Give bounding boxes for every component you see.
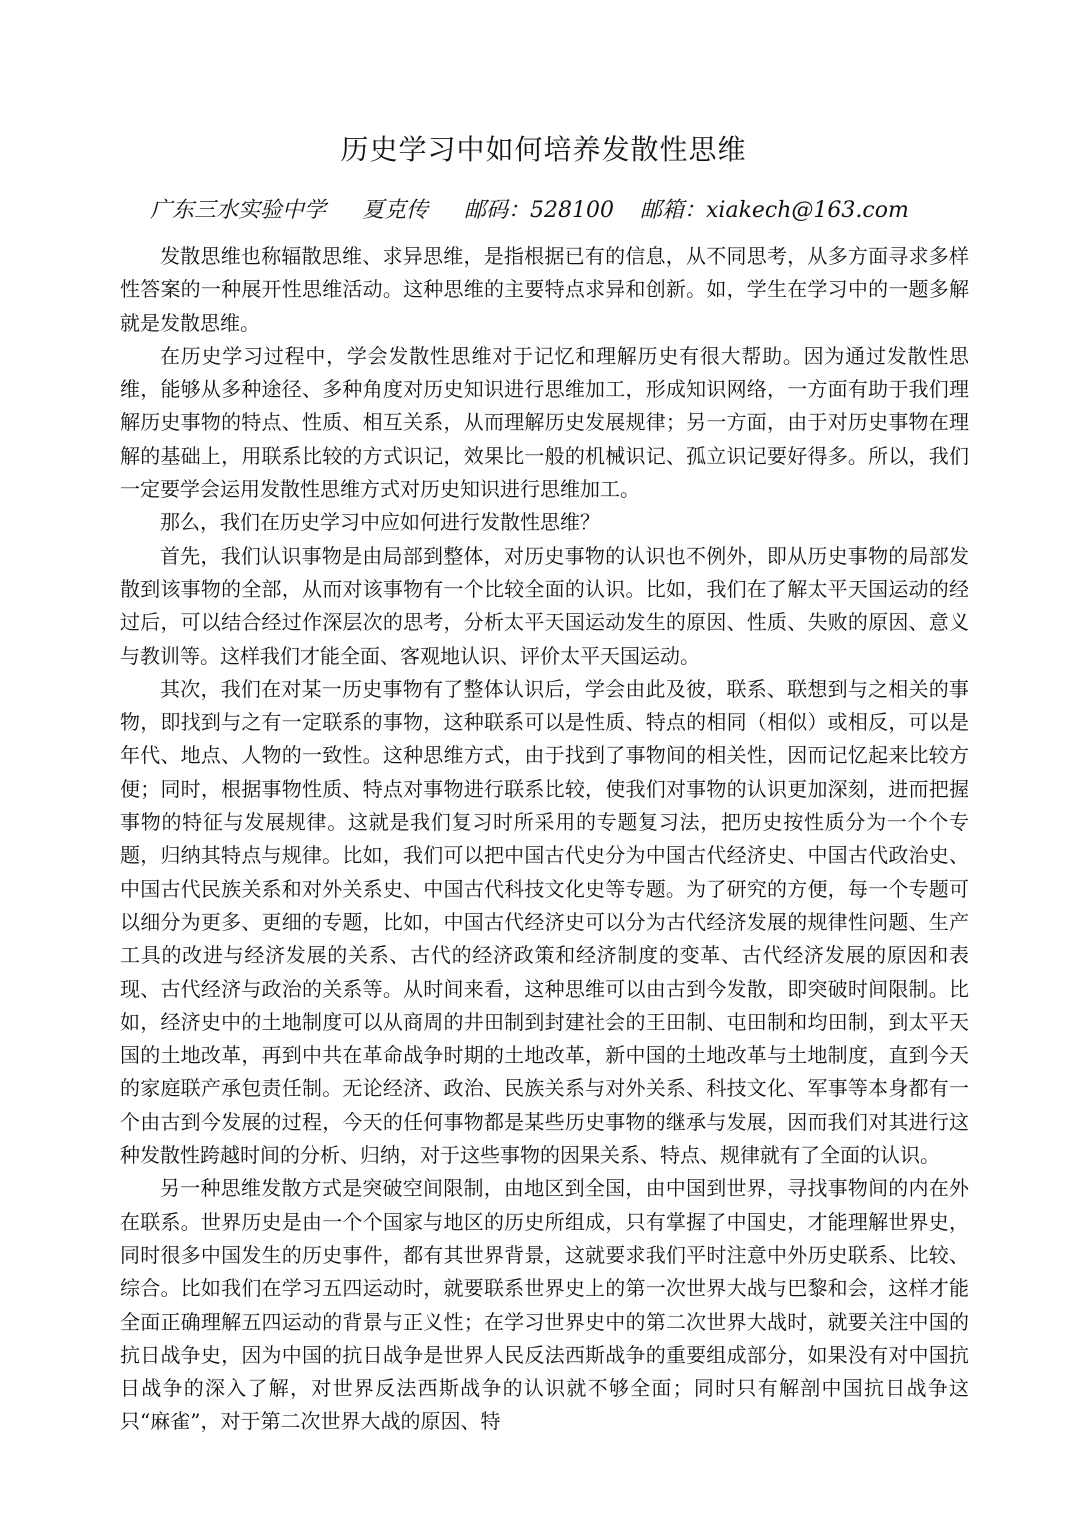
- author-name: 夏克传: [362, 198, 429, 223]
- author-postcode: 邮码：528100: [464, 198, 615, 223]
- byline: [150, 196, 1050, 226]
- author-school: 广东三水实验中学: [150, 198, 327, 223]
- paragraph: 首先，我们认识事物是由局部到整体，对历史事物的认识也不例外，即从历史事物的局部发散到该事物的全部，从而对该事物有一个比较全面的认识。比如，我们在了解太平天国运动的经过后，可以结合经过作深层次的思考，分析太平天国运动发生的原因、性质、失败的原因、意义与教训等。这样我们才能全面、客观地认识、评价太平天国运动。: [120, 543, 969, 668]
- paragraph: 发散思维也称辐散思维、求异思维，是指根据已有的信息，从不同思考，从多方面寻求多样性答案的一种展开性思维活动。这种思维的主要特点求异和创新。如，学生在学习中的一题多解就是发散思维。: [120, 244, 969, 335]
- document-body: [120, 240, 969, 1439]
- paragraph: 在历史学习过程中，学会发散性思维对于记忆和理解历史有很大帮助。因为通过发散性思维，能够从多种途径、多种角度对历史知识进行思维加工，形成知识网络，一方面有助于我们理解历史事物的特点、性质、相互关系，从而理解历史发展规律；另一方面，由于对历史事物在理解的基础上，用联系比较的方式识记，效果比一般的机械识记、孤立识记要好得多。所以，我们一定要学会运用发散性思维方式对历史知识进行思维加工。: [120, 343, 969, 502]
- author-email: 邮箱：xiakech@163.com: [640, 198, 909, 223]
- paragraph: 另一种思维发散方式是突破空间限制，由地区到全国，由中国到世界，寻找事物间的内在外在联系。世界历史是由一个个国家与地区的历史所组成，只有掌握了中国史，才能理解世界史，同时很多中国发生的历史事件，都有其世界背景，这就要求我们平时注意中外历史联系、比较、综合。比如我们在学习五四运动时，就要联系世界史上的第一次世界大战与巴黎和会，这样才能全面正确理解五四运动的背景与正义性；在学习世界史中的第二次世界大战时，就要关注中国的抗日战争史，因为中国的抗日战争是世界人民反法西斯战争的重要组成部分，如果没有对中国抗日战争的深入了解，对世界反法西斯战争的认识就不够全面；同时只有解剖中国抗日战争这只“麻雀”，对于第二次世界大战的原因、特: [120, 1176, 969, 1434]
- paragraph: 那么，我们在历史学习中应如何进行发散性思维？: [160, 510, 600, 535]
- paragraph: 其次，我们在对某一历史事物有了整体认识后，学会由此及彼，联系、联想到与之相关的事物，即找到与之有一定联系的事物，这种联系可以是性质、特点的相同（相似）或相反，可以是年代、地点、人物的一致性。这种思维方式，由于找到了事物间的相关性，因而记忆起来比较方便；同时，根据事物性质、特点对事物进行联系比较，使我们对事物的认识更加深刻，进而把握事物的特征与发展规律。这就是我们复习时所采用的专题复习法，把历史按性质分为一个个专题，归纳其特点与规律。比如，我们可以把中国古代史分为中国古代经济史、中国古代政治史、中国古代民族关系和对外关系史、中国古代科技文化史等专题。为了研究的方便，每一个专题可以细分为更多、更细的专题，比如，中国古代经济史可以分为古代经济发展的规律性问题、生产工具的改进与经济发展的关系、古代的经济政策和经济制度的变革、古代经济发展的原因和表现、古代经济与政治的关系等。从时间来看，这种思维可以由古到今发散，即突破时间限制。比如，经济史中的土地制度可以从商周的井田制到封建社会的王田制、屯田制和均田制，到太平天国的土地改革，再到中共在革命战争时期的土地改革，新中国的土地改革与土地制度，直到今天的家庭联产承包责任制。无论经济、政治、民族关系与对外关系、科技文化、军事等本身都有一个由古到今发展的过程，今天的任何事物都是某些历史事物的继承与发展，因而我们对其进行这种发散性跨越时间的分析、归纳，对于这些事物的因果关系、特点、规律就有了全面的认识。: [120, 676, 969, 1168]
- document-title: 历史学习中如何培养发散性思维: [340, 133, 747, 166]
